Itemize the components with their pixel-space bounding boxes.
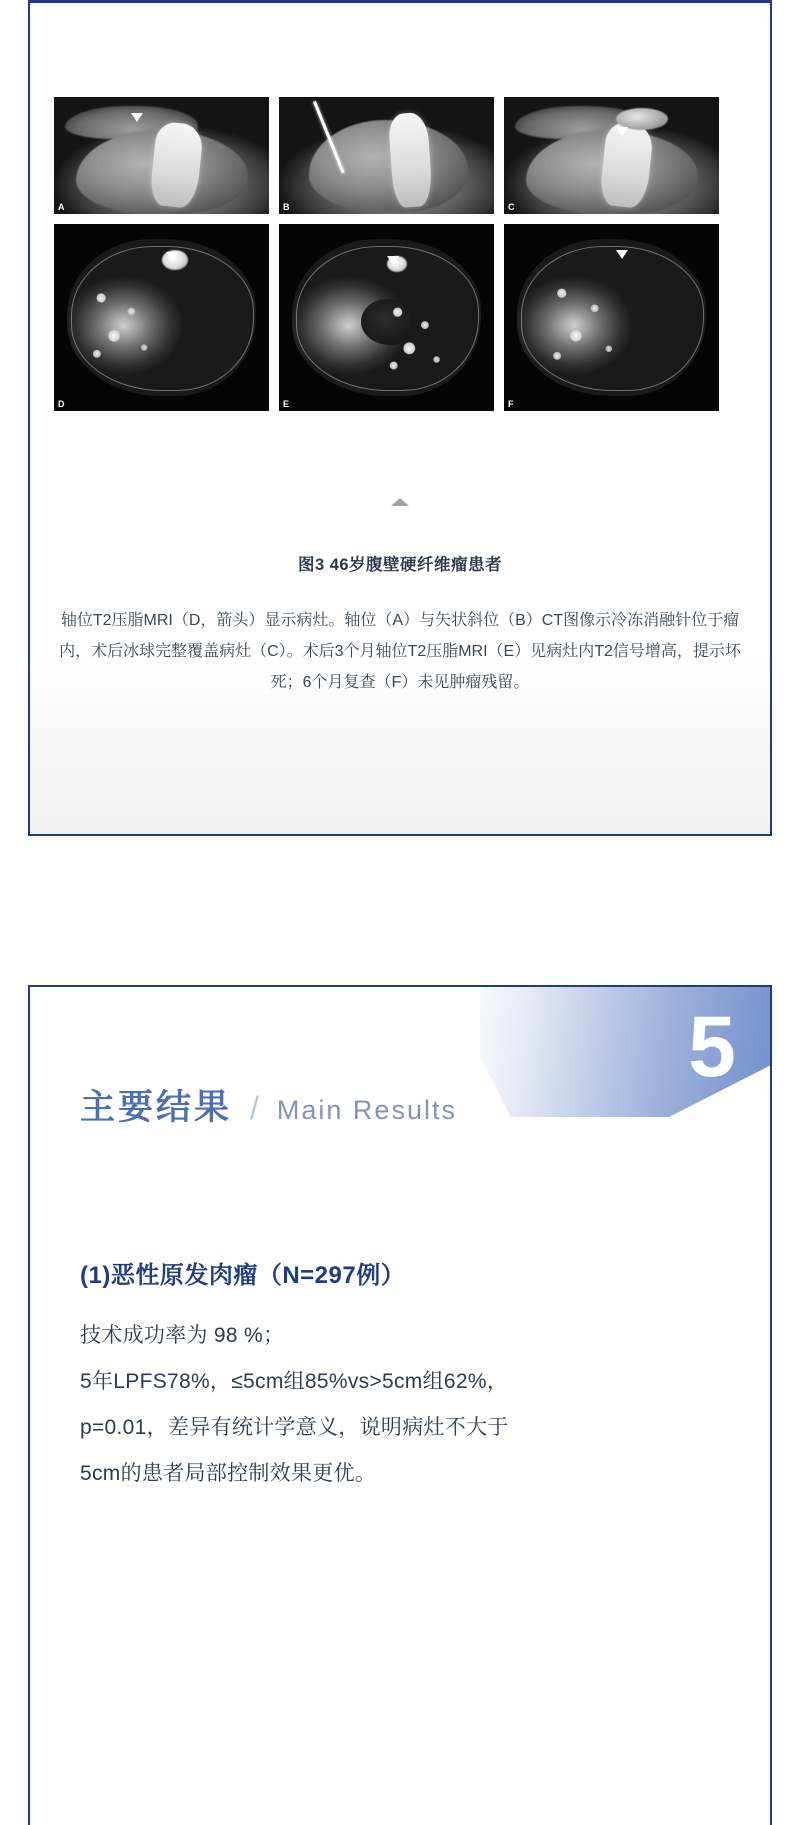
mri-fascia-f <box>521 246 704 390</box>
section-heading-en: Main Results <box>276 1095 457 1125</box>
figure-panel-d[interactable] <box>54 224 269 411</box>
figure-panel-e[interactable] <box>279 224 494 411</box>
section-heading <box>80 1080 457 1130</box>
section-heading-divider: / <box>250 1090 259 1126</box>
figure-panel-f[interactable] <box>504 224 719 411</box>
panel-label-d: D <box>58 399 65 409</box>
section-number: 5 <box>688 999 736 1095</box>
mri-fascia-d <box>71 246 254 390</box>
figure-caption: 轴位T2压脂MRI（D，箭头）显示病灶。轴位（A）与矢状斜位（B）CT图像示冷冻消融针位于瘤内，术后冰球完整覆盖病灶（C）。术后3个月轴位T2压脂MRI（E）见病灶内T2信号增高，提示坏死；6个月复查（F）未见肿瘤残留。 <box>59 612 741 691</box>
panel-label-e: E <box>283 399 290 409</box>
results-line-2: 5年LPFS78%，≤5cm组85%vs>5cm组62%， <box>80 1370 509 1393</box>
figure-title: 图3 46岁腹壁硬纤维瘤患者 <box>297 556 503 574</box>
ice-ball-c <box>616 108 668 130</box>
panel-label-a: A <box>58 202 65 212</box>
results-line-1: 技术成功率为 98 %； <box>80 1324 285 1347</box>
lesion-arrow-icon-e <box>387 256 399 265</box>
card-top-rule <box>28 0 772 3</box>
subsection-heading: (1)恶性原发肉瘤（N=297例） <box>80 1262 406 1289</box>
lesion-arrow-icon-c <box>616 127 628 136</box>
panel-label-f: F <box>508 399 514 409</box>
lesion-arrow-icon-a <box>131 113 143 122</box>
figure-panel-c[interactable] <box>504 97 719 214</box>
panel-label-c: C <box>508 202 515 212</box>
ct-mri-image-grid <box>54 97 720 411</box>
results-body-text <box>80 1313 740 1497</box>
results-line-4: 5cm的患者局部控制效果更优。 <box>80 1462 377 1485</box>
figure-card <box>28 0 772 836</box>
collapse-chevron-up-icon[interactable] <box>391 498 409 506</box>
results-line-3: p=0.01，差异有统计学意义，说明病灶不大于 <box>80 1416 509 1439</box>
main-results-card <box>28 985 772 1825</box>
ct-bone-b <box>388 112 433 208</box>
lesion-arrow-icon-f <box>616 250 628 259</box>
section-heading-cn: 主要结果 <box>80 1088 233 1127</box>
figure-panel-a[interactable] <box>54 97 269 214</box>
panel-label-b: B <box>283 202 290 212</box>
lesion-arrow-icon-d <box>166 252 178 261</box>
figure-panel-b[interactable] <box>279 97 494 214</box>
